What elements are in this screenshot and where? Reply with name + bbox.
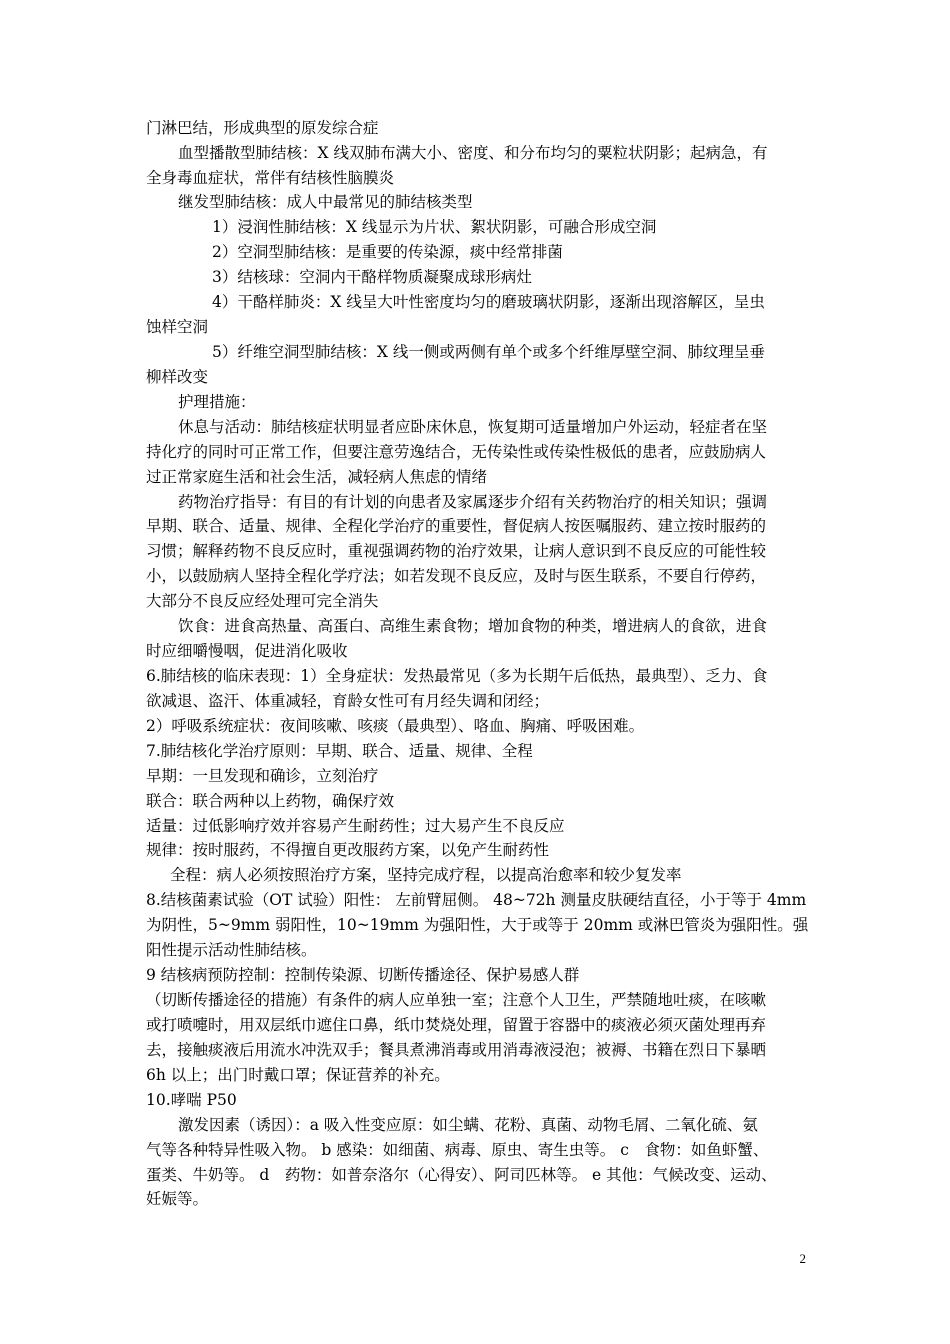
text-line: 持化疗的同时可正常工作，但要注意劳逸结合，无传染性或传染性极低的患者，应鼓励病人 — [146, 443, 767, 461]
text-line: 6.肺结核的临床表现：1）全身症状：发热最常见（多为长期午后低热，最典型）、乏力、食 — [146, 667, 768, 685]
text-line: 阳性提示活动性肺结核。 — [146, 941, 317, 959]
text-line: 6h 以上；出门时戴口罩；保证营养的补充。 — [146, 1066, 450, 1084]
text-line: 适量：过低影响疗效并容易产生耐药性；过大易产生不良反应 — [146, 817, 565, 835]
text-line: 蚀样空洞 — [146, 318, 209, 336]
text-line: 或打喷嚏时，用双层纸巾遮住口鼻，纸巾焚烧处理，留置于容器中的痰液必须灭菌处理再弃 — [146, 1016, 767, 1034]
text-line: 饮食：进食高热量、高蛋白、高维生素食物；增加食物的种类，增进病人的食欲，进食 — [178, 617, 768, 635]
text-line: 8.结核菌素试验（OT 试验）阳性： 左前臂屈侧。 48~72h 测量皮肤硬结直径，小于等于 4mm — [146, 891, 807, 909]
text-line: 过正常家庭生活和社会生活，减轻病人焦虑的情绪 — [146, 468, 488, 486]
text-line: 5）纤维空洞型肺结核：X 线一侧或两侧有单个或多个纤维厚壁空洞、肺纹理呈垂 — [212, 343, 765, 361]
text-line: 门淋巴结，形成典型的原发综合症 — [146, 119, 379, 137]
text-line: 护理措施： — [178, 393, 256, 411]
text-line: 药物治疗指导：有目的有计划的向患者及家属逐步介绍有关药物治疗的相关知识；强调 — [178, 493, 768, 511]
text-line: 2）空洞型肺结核：是重要的传染源，痰中经常排菌 — [212, 243, 563, 261]
text-line: 激发因素（诱因）：a 吸入性变应原：如尘螨、花粉、真菌、动物毛屑、二氧化硫、氨 — [178, 1116, 758, 1134]
text-line: 早期、联合、适量、规律、全程化学治疗的重要性，督促病人按医嘱服药、建立按时服药的 — [146, 517, 767, 535]
text-line: 大部分不良反应经处理可完全消失 — [146, 592, 379, 610]
text-line: 早期：一旦发现和确诊，立刻治疗 — [146, 767, 379, 785]
text-line: 蛋类、牛奶等。 d 药物：如普奈洛尔（心得安）、阿司匹林等。 e 其他：气候改变、运动、 — [146, 1166, 777, 1184]
text-line: 9 结核病预防控制：控制传染源、切断传播途径、保护易感人群 — [146, 966, 580, 984]
text-line: 柳样改变 — [146, 368, 209, 386]
text-line: 4）干酪样肺炎：X 线呈大叶性密度均匀的磨玻璃状阴影，逐渐出现溶解区，呈虫 — [212, 293, 765, 311]
text-line: （切断传播途径的措施）有条件的病人应单独一室；注意个人卫生，严禁随地吐痰，在咳嗽 — [146, 991, 767, 1009]
text-line: 妊娠等。 — [146, 1190, 209, 1208]
text-line: 继发型肺结核：成人中最常见的肺结核类型 — [178, 193, 473, 211]
text-line: 全程：病人必须按照治疗方案，坚持完成疗程，以提高治愈率和较少复发率 — [170, 866, 682, 884]
text-line: 为阴性，5~9mm 弱阳性，10~19mm 为强阳性，大于或等于 20mm 或淋巴管炎为强阳性。强 — [146, 916, 809, 934]
text-line: 3）结核球：空洞内干酪样物质凝聚成球形病灶 — [212, 268, 532, 286]
text-line: 血型播散型肺结核：X 线双肺布满大小、密度、和分布均匀的粟粒状阴影；起病急，有 — [178, 144, 768, 162]
text-line: 习惯；解释药物不良反应时，重视强调药物的治疗效果，让病人意识到不良反应的可能性较 — [146, 542, 767, 560]
text-line: 欲减退、盗汗、体重减轻，育龄女性可有月经失调和闭经； — [146, 692, 550, 710]
text-line: 规律：按时服药，不得擅自更改服药方案，以免产生耐药性 — [146, 841, 550, 859]
text-line: 休息与活动：肺结核症状明显者应卧床休息，恢复期可适量增加户外运动，轻症者在坚 — [178, 418, 768, 436]
text-line: 联合：联合两种以上药物，确保疗效 — [146, 792, 395, 810]
text-line: 7.肺结核化学治疗原则：早期、联合、适量、规律、全程 — [146, 742, 533, 760]
text-line: 10.哮喘 P50 — [146, 1091, 237, 1109]
text-line: 1）浸润性肺结核：X 线显示为片状、絮状阴影，可融合形成空洞 — [212, 218, 657, 236]
text-line: 全身毒血症状，常伴有结核性脑膜炎 — [146, 169, 395, 187]
text-line: 2）呼吸系统症状：夜间咳嗽、咳痰（最典型）、咯血、胸痛、呼吸困难。 — [146, 717, 645, 735]
text-line: 去，接触痰液后用流水冲洗双手；餐具煮沸消毒或用消毒液浸泡；被褥、书籍在烈日下暴晒 — [146, 1041, 767, 1059]
text-line: 时应细嚼慢咽，促进消化吸收 — [146, 642, 348, 660]
text-line: 气等各种特异性吸入物。 b 感染：如细菌、病毒、原虫、寄生虫等。 c 食物：如鱼虾蟹、 — [146, 1141, 769, 1159]
page-number: 2 — [799, 1251, 806, 1266]
text-line: 小，以鼓励病人坚持全程化学疗法；如若发现不良反应，及时与医生联系，不要自行停药， — [146, 567, 767, 585]
